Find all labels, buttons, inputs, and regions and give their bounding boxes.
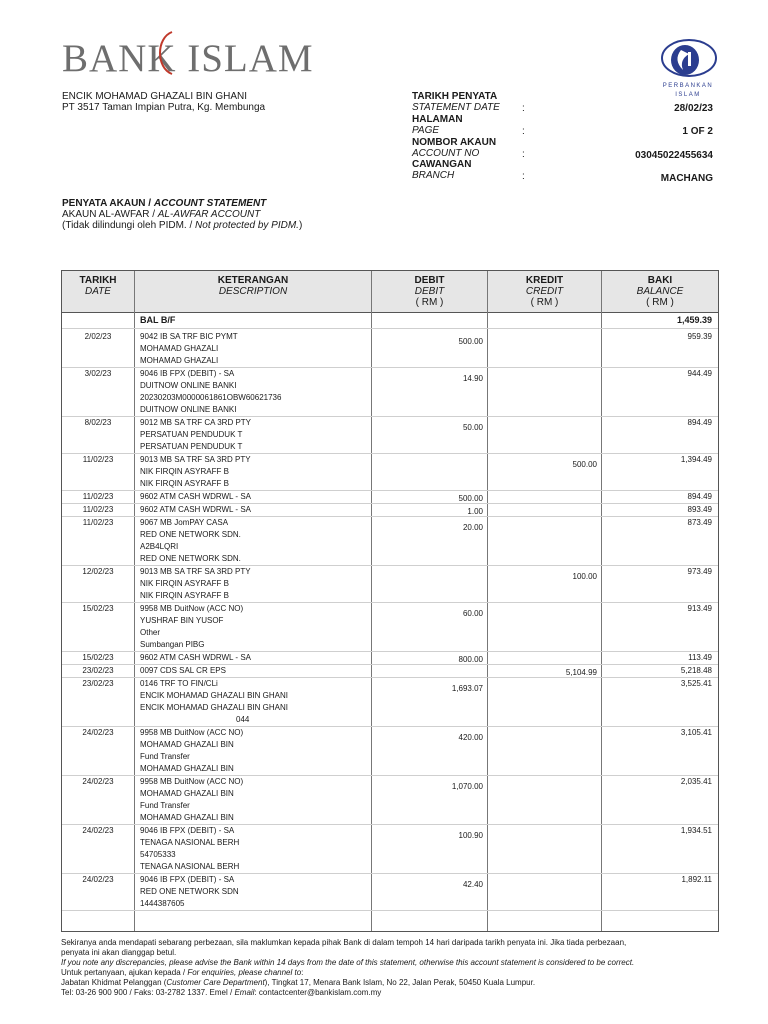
table-row: [62, 776, 718, 825]
description-line: MOHAMAD GHAZALI: [140, 356, 219, 365]
description-line: 9013 MB SA TRF SA 3RD PTY: [140, 567, 251, 576]
row-description: [140, 504, 370, 516]
description-line: 20230203M0000061861OBW60621736: [140, 393, 282, 402]
row-credit: 5,104.99: [565, 668, 597, 677]
customer-name: ENCIK MOHAMAD GHAZALI BIN GHANI: [62, 91, 248, 102]
row-date: 24/02/23: [82, 875, 114, 884]
row-date: 12/02/23: [82, 567, 114, 576]
row-description: [140, 652, 370, 664]
row-credit: 100.00: [572, 572, 597, 581]
row-debit: 800.00: [458, 655, 483, 664]
table-row: [62, 874, 718, 911]
description-line: TENAGA NASIONAL BERH: [140, 838, 240, 847]
description-line: MOHAMAD GHAZALI BIN: [140, 813, 234, 822]
page-label-ms: HALAMAN: [412, 114, 463, 125]
table-row: [62, 331, 718, 368]
row-description: [140, 491, 370, 503]
row-debit: 1,070.00: [451, 782, 483, 791]
row-balance: 1,892.11: [681, 875, 712, 884]
description-line: ENCIK MOHAMAD GHAZALI BIN GHANI: [140, 703, 289, 712]
pidm-note-close: ): [298, 220, 303, 231]
description-line: Other: [140, 628, 161, 637]
row-debit: 420.00: [458, 733, 483, 742]
description-line: 9958 MB DuitNow (ACC NO): [140, 777, 244, 786]
description-line: 1444387605: [140, 899, 185, 908]
account-no-value: 03045022455634: [635, 150, 713, 161]
row-balance: 913.49: [687, 604, 712, 613]
row-description: [140, 517, 370, 565]
footer-line: Jabatan Khidmat Pelanggan (Customer Care Department), Tingkat 17, Menara Bank Islam, No 22, Jalan Perak, 50450 Kuala Lumpur.: [61, 978, 536, 987]
description-line: RED ONE NETWORK SDN.: [140, 554, 241, 563]
row-debit: 500.00: [458, 494, 483, 503]
description-line: A2B4LQRI: [140, 542, 179, 551]
row-balance: 1,934.51: [680, 826, 712, 835]
description-line: PERSATUAN PENDUDUK T: [140, 430, 243, 439]
description-line: 044: [236, 715, 250, 724]
row-date: 24/02/23: [82, 777, 114, 786]
row-date: 23/02/23: [82, 666, 114, 675]
transaction-table: [61, 270, 719, 932]
row-date: 11/02/23: [82, 505, 114, 514]
page-value: 1 OF 2: [682, 126, 713, 137]
description-line: RED ONE NETWORK SDN: [140, 887, 239, 896]
description-line: MOHAMAD GHAZALI BIN: [140, 764, 234, 773]
table-row: [62, 825, 718, 874]
description-line: NIK FIRQIN ASYRAFF B: [140, 479, 229, 488]
footer-line: If you note any discrepancies, please advise the Bank within 14 days from the date of this statement, otherwise this account statement is considered to be correct.: [61, 958, 635, 967]
description-line: 9958 MB DuitNow (ACC NO): [140, 728, 244, 737]
pidm-note-en: Not protected by PIDM.: [195, 220, 299, 231]
table-row: [62, 727, 718, 776]
description-line: TENAGA NASIONAL BERH: [140, 862, 240, 871]
header-date: TARIKH DATE: [79, 275, 117, 297]
footer-notice: [61, 938, 731, 998]
row-debit: 100.90: [458, 831, 483, 840]
emblem-caption: PERBANKAN: [662, 83, 714, 89]
account-type-en: AL-AWFAR ACCOUNT: [157, 209, 261, 220]
description-line: DUITNOW ONLINE BANKI: [140, 405, 237, 414]
row-balance: 3,525.41: [680, 679, 712, 688]
branch-label-ms: CAWANGAN: [412, 159, 472, 170]
row-date: 11/02/23: [82, 518, 114, 527]
pidm-note-ms: (Tidak dilindungi oleh PIDM. /: [62, 220, 196, 231]
row-date: 23/02/23: [82, 679, 114, 688]
row-date: 8/02/23: [84, 418, 112, 427]
colon: :: [522, 103, 525, 114]
row-description: [140, 678, 370, 726]
row-debit: 500.00: [458, 337, 483, 346]
row-balance: 973.49: [687, 567, 712, 576]
row-date: 3/02/23: [84, 369, 112, 378]
account-type: [62, 209, 260, 220]
row-description: [140, 368, 370, 416]
row-date: 15/02/23: [82, 604, 114, 613]
description-line: ENCIK MOHAMAD GHAZALI BIN GHANI: [140, 691, 289, 700]
description-line: 9042 IB SA TRF BIC PYMT: [140, 332, 238, 341]
description-line: 9958 MB DuitNow (ACC NO): [140, 604, 244, 613]
description-line: 0097 CDS SAL CR EPS: [140, 666, 226, 675]
customer-address: PT 3517 Taman Impian Putra, Kg. Membunga: [62, 102, 266, 113]
colon: :: [522, 171, 525, 182]
row-credit: 500.00: [572, 460, 597, 469]
emblem-caption: ISLAM: [675, 92, 701, 98]
account-title: [62, 198, 266, 209]
description-line: 9046 IB FPX (DEBIT) - SA: [140, 875, 235, 884]
description-line: 9013 MB SA TRF SA 3RD PTY: [140, 455, 251, 464]
row-description: [140, 603, 370, 651]
footer-line: Untuk pertanyaan, ajukan kepada / For enquiries, please channel to:: [61, 968, 304, 977]
statement-date-label-ms: TARIKH PENYATA: [412, 91, 498, 102]
row-debit: 42.40: [462, 880, 483, 889]
balance-bf-value: 1,459.39: [676, 315, 712, 325]
description-line: MOHAMAD GHAZALI BIN: [140, 789, 234, 798]
account-type-ms: AKAUN AL-AWFAR /: [62, 209, 158, 220]
description-line: NIK FIRQIN ASYRAFF B: [140, 591, 229, 600]
description-line: 9067 MB JomPAY CASA: [140, 518, 229, 527]
table-row: [62, 417, 718, 454]
branch-value: MACHANG: [660, 173, 713, 184]
table-row: [62, 678, 718, 727]
footer-line: Tel: 03-26 900 900 / Faks: 03-2782 1337. Emel / Email: contactcenter@bankislam.com.my: [61, 988, 382, 997]
row-description: [140, 417, 370, 453]
row-description: [140, 825, 370, 873]
perbankan-islam-emblem-icon: [655, 38, 719, 80]
header-credit: KREDIT CREDIT ( RM ): [525, 275, 564, 308]
statement-date-value: 28/02/23: [674, 103, 713, 114]
description-line: NIK FIRQIN ASYRAFF B: [140, 467, 229, 476]
statement-date-label-en: STATEMENT DATE: [412, 102, 500, 113]
colon: :: [522, 126, 525, 137]
table-row: [62, 517, 718, 566]
row-balance: 894.49: [687, 418, 712, 427]
row-date: 11/02/23: [82, 492, 114, 501]
description-line: NIK FIRQIN ASYRAFF B: [140, 579, 229, 588]
description-line: 0146 TRF TO FIN/CLi: [140, 679, 218, 688]
row-description: [140, 331, 370, 367]
description-line: 9046 IB FPX (DEBIT) - SA: [140, 826, 235, 835]
row-date: 24/02/23: [82, 728, 114, 737]
row-date: 15/02/23: [82, 653, 114, 662]
page-label-en: PAGE: [412, 125, 440, 136]
row-debit: 14.90: [462, 374, 483, 383]
description-line: Fund Transfer: [140, 752, 190, 761]
row-debit: 50.00: [462, 423, 483, 432]
row-debit: 20.00: [462, 523, 483, 532]
pidm-note: [62, 220, 302, 231]
description-line: MOHAMAD GHAZALI BIN: [140, 740, 234, 749]
row-balance: 113.49: [688, 653, 712, 662]
description-line: MOHAMAD GHAZALI: [140, 344, 219, 353]
header-debit: DEBIT DEBIT ( RM ): [414, 275, 445, 308]
logo-crescent-icon: [150, 28, 180, 78]
row-balance: 5,218.48: [680, 666, 712, 675]
row-description: [140, 566, 370, 602]
row-date: 24/02/23: [82, 826, 114, 835]
row-date: 2/02/23: [84, 332, 112, 341]
row-date: 11/02/23: [82, 455, 114, 464]
description-line: Sumbangan PIBG: [140, 640, 205, 649]
description-line: 9602 ATM CASH WDRWL - SA: [140, 492, 251, 501]
description-line: RED ONE NETWORK SDN.: [140, 530, 241, 539]
row-balance: 2,035.41: [680, 777, 712, 786]
footer-line: penyata ini akan dianggap betul.: [61, 948, 177, 957]
row-description: [140, 665, 370, 677]
description-line: 9012 MB SA TRF CA 3RD PTY: [140, 418, 252, 427]
row-description: [140, 454, 370, 490]
description-line: 54705333: [140, 850, 176, 859]
row-divider: [62, 328, 718, 329]
account-title-ms: PENYATA AKAUN /: [62, 198, 154, 209]
account-no-label-ms: NOMBOR AKAUN: [412, 137, 497, 148]
description-line: 9602 ATM CASH WDRWL - SA: [140, 653, 251, 662]
row-balance: 873.49: [687, 518, 712, 527]
row-description: [140, 727, 370, 775]
branch-label-en: BRANCH: [412, 170, 455, 181]
row-balance: 959.39: [687, 332, 712, 341]
description-line: 9046 IB FPX (DEBIT) - SA: [140, 369, 235, 378]
header-description: KETERANGAN DESCRIPTION: [217, 275, 289, 297]
row-balance: 894.49: [687, 492, 712, 501]
row-balance: 893.49: [687, 505, 712, 514]
footer-line: Sekiranya anda mendapati sebarang perbezaan, sila maklumkan kepada pihak Bank di dalam tempoh 14 hari daripada tarikh penyata ini. Jika tiada perbezaan,: [61, 938, 627, 947]
row-balance: 3,105.41: [680, 728, 712, 737]
table-row: [62, 368, 718, 417]
header-balance: BAKI BALANCE ( RM ): [636, 275, 684, 308]
row-debit: 60.00: [462, 609, 483, 618]
table-row: [62, 603, 718, 652]
balance-bf-label: BAL B/F: [140, 315, 176, 325]
table-row: [62, 454, 718, 491]
description-line: YUSHRAF BIN YUSOF: [140, 616, 224, 625]
bank-logo: BANK ISLAM: [62, 37, 314, 80]
description-line: Fund Transfer: [140, 801, 190, 810]
row-debit: 1.00: [467, 507, 483, 516]
row-balance: 1,394.49: [680, 455, 712, 464]
row-divider: [62, 910, 718, 911]
description-line: DUITNOW ONLINE BANKI: [140, 381, 237, 390]
description-line: PERSATUAN PENDUDUK T: [140, 442, 243, 451]
account-no-label-en: ACCOUNT NO: [412, 148, 480, 159]
row-description: [140, 874, 370, 910]
description-line: 9602 ATM CASH WDRWL - SA: [140, 505, 251, 514]
row-description: [140, 776, 370, 824]
colon: :: [522, 149, 525, 160]
row-balance: 944.49: [687, 369, 712, 378]
table-row: [62, 566, 718, 603]
row-debit: 1,693.07: [451, 684, 483, 693]
account-title-en: ACCOUNT STATEMENT: [153, 198, 267, 209]
